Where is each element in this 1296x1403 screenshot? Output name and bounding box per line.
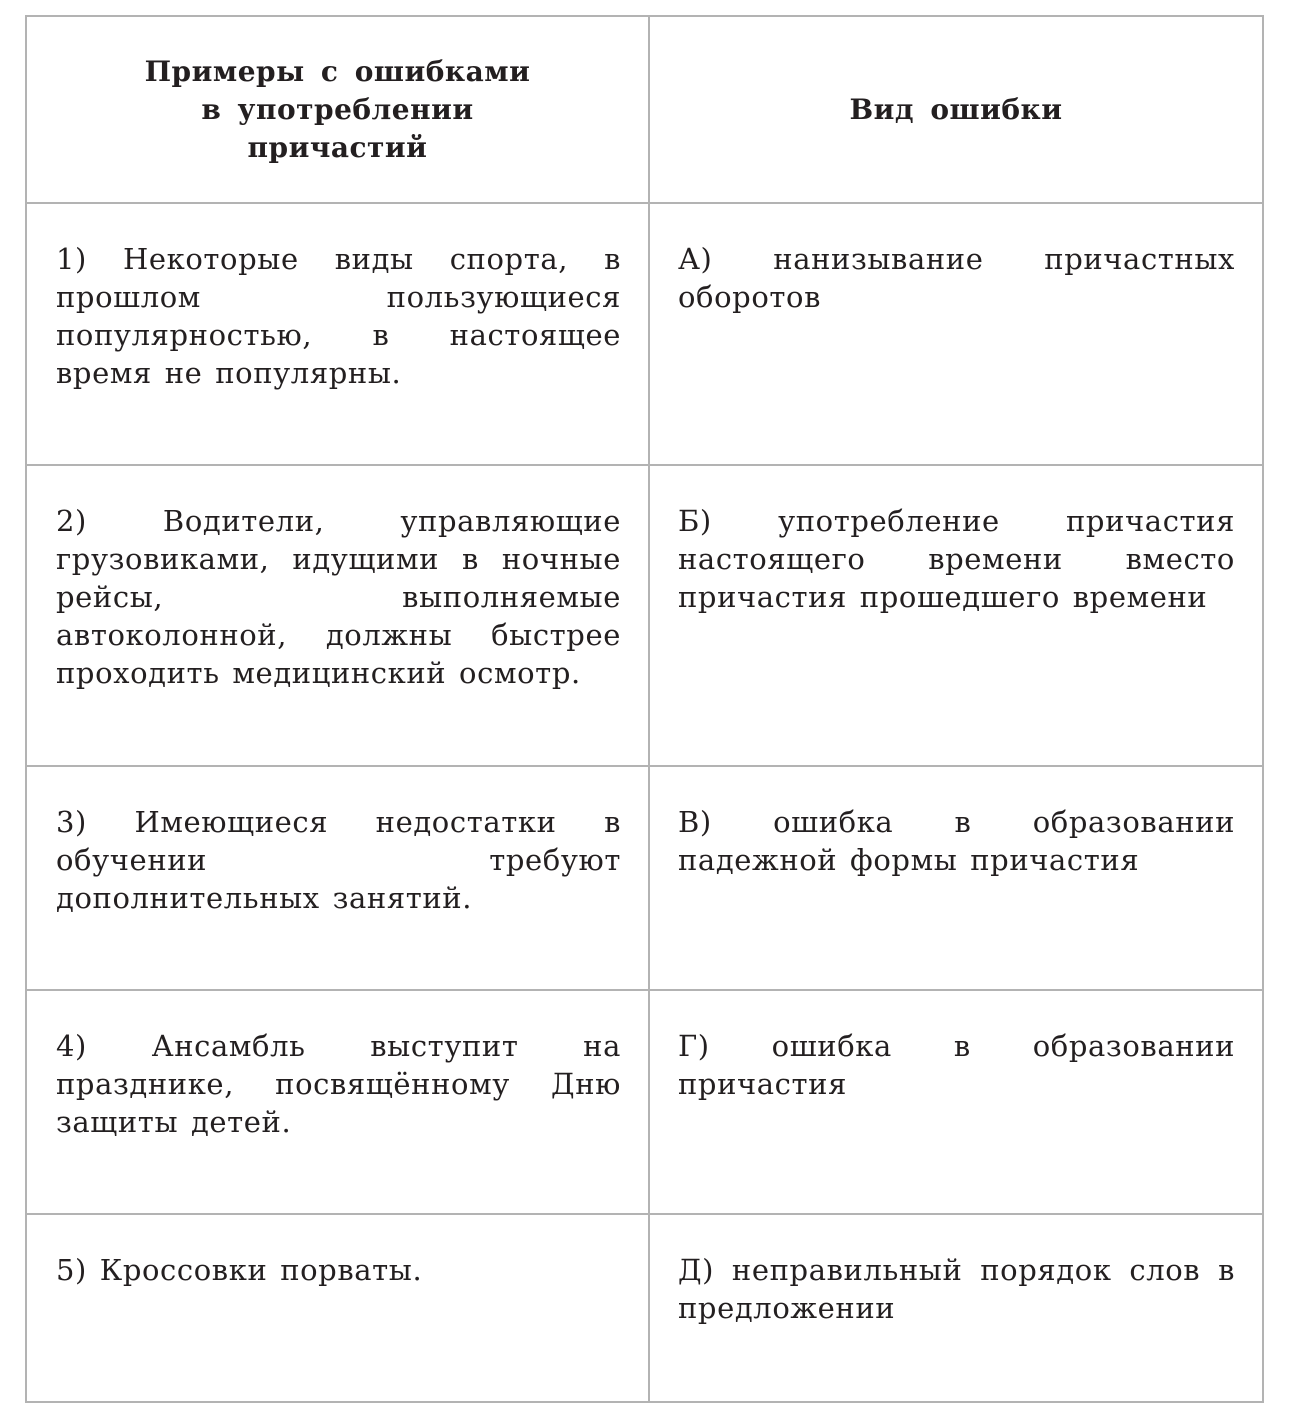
table-row [26, 1214, 1263, 1402]
error-type-cell-c: В) ошибка в образовании падежной формы причастия [649, 766, 1263, 990]
error-type-cell-e: Д) неправильный порядок слов в предложении [649, 1214, 1263, 1402]
table-header-row [26, 16, 1263, 203]
example-cell-3: 3) Имеющиеся недостатки в обучении требуют дополнительных занятий. [26, 766, 649, 990]
example-cell-5: 5) Кроссовки порваты. [26, 1214, 649, 1402]
error-type-cell-b: Б) употребление причастия настоящего времени вместо причастия прошедшего времени [649, 465, 1263, 766]
header-examples [26, 16, 649, 203]
matching-table [25, 15, 1264, 1403]
header-examples-line-1: Примеры с ошибками [144, 54, 531, 88]
header-examples-line-2: в употреблении [201, 92, 474, 126]
table-row [26, 990, 1263, 1214]
example-cell-1: 1) Некоторые виды спорта, в прошлом пользующиеся популярностью, в настоящее время не популярны. [26, 203, 649, 465]
example-cell-4: 4) Ансамбль выступит на празднике, посвящённому Дню защиты детей. [26, 990, 649, 1214]
table-row [26, 766, 1263, 990]
example-cell-2: 2) Водители, управляющие грузовиками, идущими в ночные рейсы, выполняемые автоколонной, должны быстрее проходить медицинский осмотр. [26, 465, 649, 766]
error-type-cell-a: А) нанизывание причастных оборотов [649, 203, 1263, 465]
header-error-type: Вид ошибки [649, 16, 1263, 203]
table-row [26, 465, 1263, 766]
header-examples-line-3: причастий [247, 130, 428, 164]
table-row [26, 203, 1263, 465]
error-type-cell-d: Г) ошибка в образовании причастия [649, 990, 1263, 1214]
